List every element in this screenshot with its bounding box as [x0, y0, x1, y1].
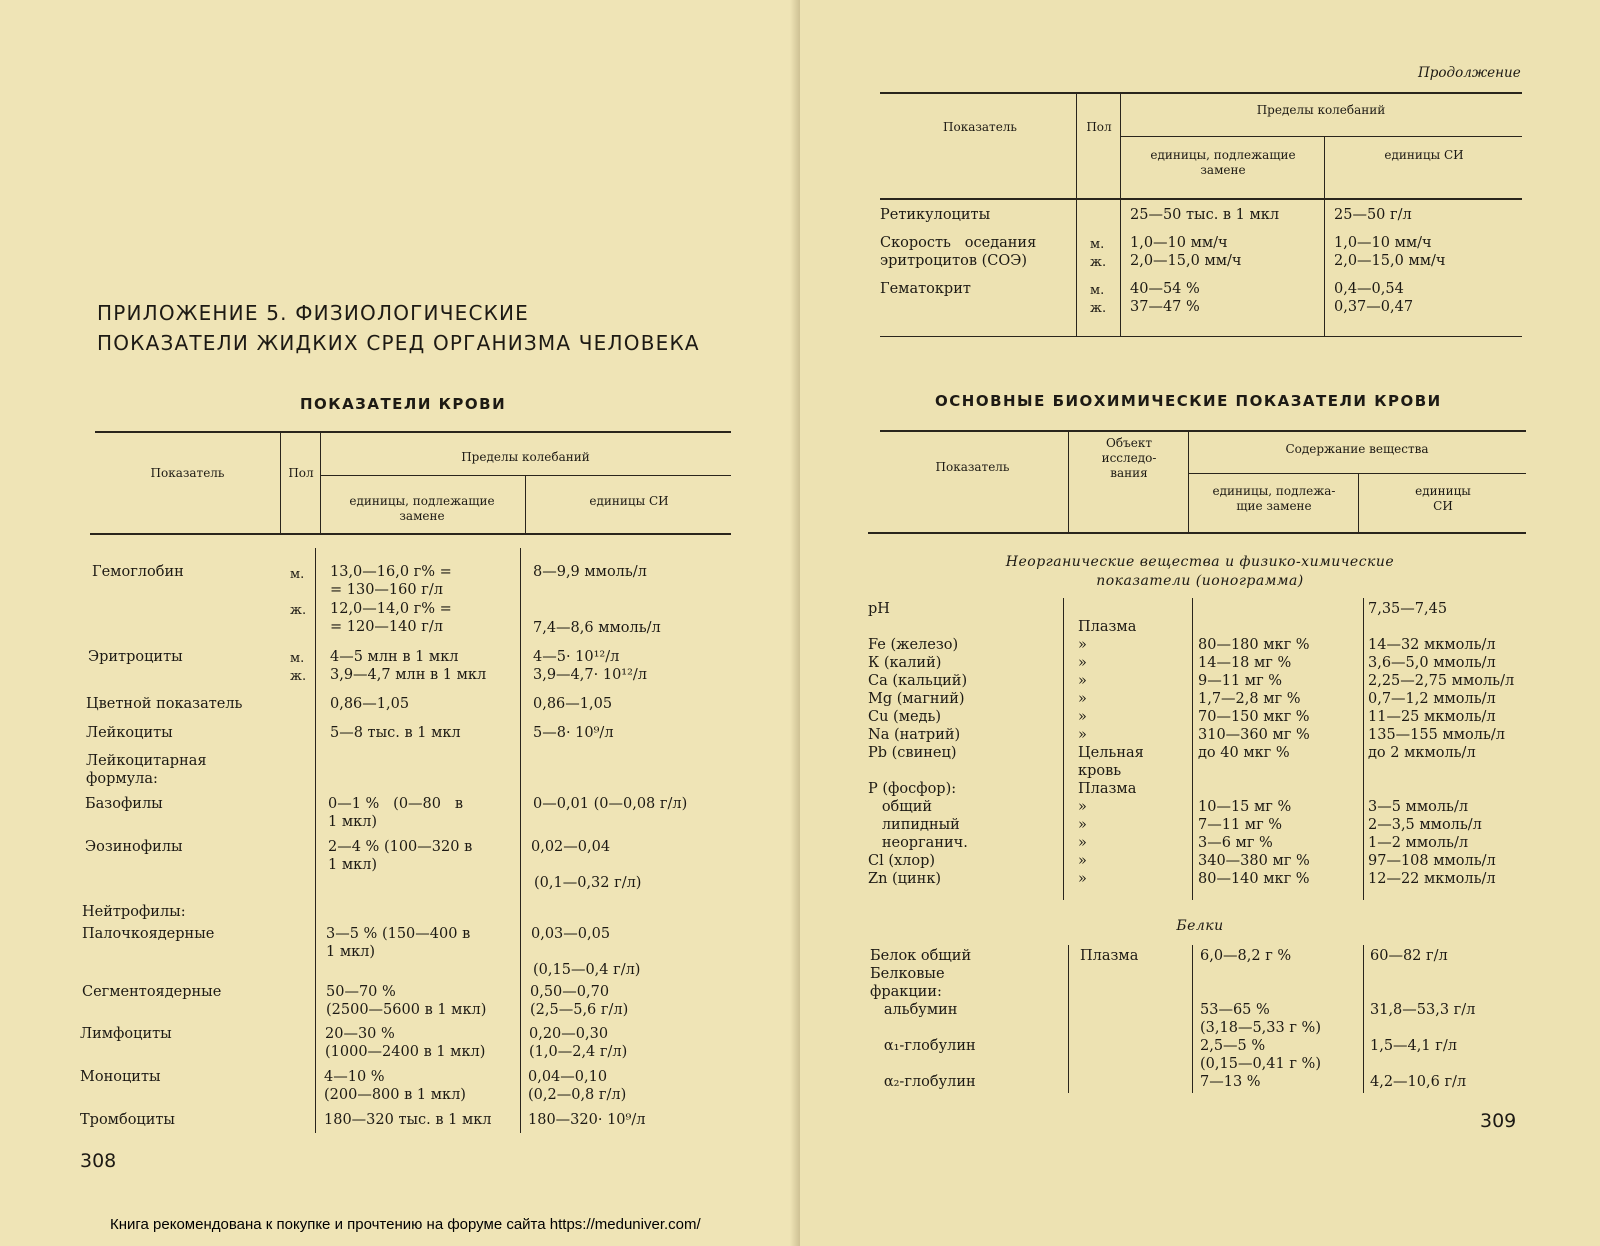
lymphocytes-old: 20—30 % (1000—2400 в 1 мкл): [325, 1026, 486, 1060]
continuation-label: Продолжение: [1418, 65, 1521, 81]
appendix-title-line2: ПОКАЗАТЕЛИ ЖИДКИХ СРЕД ОРГАНИЗМА ЧЕЛОВЕКА: [97, 331, 700, 355]
appendix-title-line1: ПРИЛОЖЕНИЕ 5. ФИЗИОЛОГИЧЕСКИЕ: [97, 301, 530, 325]
bio-header-indicator: Показатель: [935, 460, 1010, 474]
color-index-si: 0,86—1,05: [533, 696, 613, 712]
hematocrit-old: 40—54 % 37—47 %: [1130, 281, 1200, 315]
row-name-reticulocytes: Ретикулоциты: [880, 207, 991, 223]
row-name-platelets: Тромбоциты: [80, 1112, 175, 1128]
eosinophils-si: 0,02—0,04: [531, 839, 611, 855]
hemoglobin-old-f: 12,0—14,0 г% = = 120—140 г/л: [330, 601, 452, 635]
inorganic-old: 80—180 мкг % 14—18 мг % 9—11 мг % 1,7—2,8 мг % 70—150 мкг % 310—360 мг % до 40 мкг % 10—15 мг % 7—11 мг % 3—6 мг % 340—380 мг % 80—140 мкг %: [1198, 637, 1310, 887]
header-si-units: единицы СИ: [589, 494, 669, 508]
segmented-old: 50—70 % (2500—5600 в 1 мкл): [326, 984, 487, 1018]
band-si: 0,03—0,05: [531, 926, 611, 942]
platelets-old: 180—320 тыс. в 1 мкл: [324, 1112, 492, 1128]
esr-sex: м. ж.: [1090, 237, 1107, 270]
inorganic-si: 7,35—7,45 14—32 мкмоль/л 3,6—5,0 ммоль/л 2,25—2,75 ммоль/л 0,7—1,2 ммоль/л 11—25 мкмоль/л 135—155 ммоль/л до 2 мкмоль/л 3—5 ммоль/л 2—3,5 ммоль/л 1—2 ммоль/л 97—108 ммоль/л 12—22 мкмоль/л: [1368, 601, 1515, 887]
right-page: [800, 0, 1600, 1246]
esr-si: 1,0—10 мм/ч 2,0—15,0 мм/ч: [1334, 235, 1446, 269]
band-old: 3—5 % (150—400 в 1 мкл): [326, 926, 471, 960]
protein-object: Плазма: [1080, 948, 1139, 964]
row-name-monocytes: Моноциты: [80, 1069, 161, 1085]
header-old-units: единицы, подлежащие замене: [349, 494, 495, 523]
leukocytes-si: 5—8· 10⁹/л: [533, 725, 614, 741]
bio-header-si-units: единицы СИ: [1415, 484, 1471, 513]
esr-old: 1,0—10 мм/ч 2,0—15,0 мм/ч: [1130, 235, 1242, 269]
row-name-hemoglobin: Гемоглобин: [92, 564, 184, 580]
erythrocytes-old: 4—5 млн в 1 мкл 3,9—4,7 млн в 1 мкл: [330, 649, 487, 683]
bio-header-old-units: единицы, подлежа- щие замене: [1212, 484, 1336, 513]
bio-header-content: Содержание вещества: [1285, 442, 1429, 456]
row-name-hematocrit: Гематокрит: [880, 281, 971, 297]
row-name-basophils: Базофилы: [85, 796, 163, 812]
row-name-segmented: Сегментоядерные: [82, 984, 222, 1000]
reticulocytes-old: 25—50 тыс. в 1 мкл: [1130, 207, 1280, 223]
row-name-band: Палочкоядерные: [82, 926, 215, 942]
top-header-old-units: единицы, подлежащие замене: [1150, 148, 1296, 177]
row-name-leukocytes: Лейкоциты: [86, 725, 173, 741]
row-name-esr: Скорость оседания эритроцитов (СОЭ): [880, 235, 1037, 269]
header-indicator: Показатель: [150, 466, 225, 480]
header-range: Пределы колебаний: [461, 450, 590, 464]
monocytes-si: 0,04—0,10 (0,2—0,8 г/л): [528, 1069, 627, 1103]
page-number-left: 308: [80, 1150, 117, 1172]
erythrocytes-si: 4—5· 10¹²/л 3,9—4,7· 10¹²/л: [533, 649, 648, 683]
hemoglobin-si-m: 8—9,9 ммоль/л: [533, 564, 647, 580]
top-header-range: Пределы колебаний: [1256, 103, 1386, 117]
protein-names: Белок общий Белковые фракции: альбумин α₁-глобулин α₂-глобулин: [870, 948, 976, 1090]
eosinophils-si-2: (0,1—0,32 г/л): [534, 875, 642, 891]
section-inorganic: Неорганические вещества и физико-химические показатели (ионограмма): [1005, 554, 1395, 589]
basophils-old: 0—1 % (0—80 в 1 мкл): [328, 796, 463, 830]
basophils-si: 0—0,01 (0—0,08 г/л): [533, 796, 688, 812]
erythrocytes-sex: м. ж.: [290, 651, 307, 684]
section-proteins: Белки: [1176, 918, 1224, 934]
reticulocytes-si: 25—50 г/л: [1334, 207, 1412, 223]
row-name-erythrocytes: Эритроциты: [88, 649, 183, 665]
row-name-color-index: Цветной показатель: [86, 696, 243, 712]
platelets-si: 180—320· 10⁹/л: [528, 1112, 646, 1128]
header-sex: Пол: [288, 466, 314, 480]
band-si-2: (0,15—0,4 г/л): [533, 962, 641, 978]
row-name-lymphocytes: Лимфоциты: [80, 1026, 172, 1042]
hematocrit-si: 0,4—0,54 0,37—0,47: [1334, 281, 1414, 315]
inorganic-objects: Плазма » » » » » » Цельная кровь Плазма » » » » »: [1078, 619, 1144, 887]
segmented-si: 0,50—0,70 (2,5—5,6 г/л): [530, 984, 629, 1018]
inorganic-names: pH Fe (железо) К (калий) Ca (кальций) Mg (магний) Cu (медь) Na (натрий) Pb (свинец) Р (фосфор): общий липидный неорганич. Cl (хлор) Zn (цинк): [868, 601, 968, 887]
top-header-sex: Пол: [1086, 120, 1112, 134]
lymphocytes-si: 0,20—0,30 (1,0—2,4 г/л): [529, 1026, 628, 1060]
row-name-leuko-formula: Лейкоцитарная формула:: [86, 753, 207, 787]
leukocytes-old: 5—8 тыс. в 1 мкл: [330, 725, 461, 741]
footer-link-text[interactable]: Книга рекомендована к покупке и прочтению на форуме сайта https://meduniver.com/: [110, 1216, 701, 1233]
hemoglobin-old-m: 13,0—16,0 г% = = 130—160 г/л: [330, 564, 452, 598]
hemoglobin-sex-f: ж.: [290, 603, 307, 618]
protein-old: 6,0—8,2 г % 53—65 % (3,18—5,33 г %) 2,5—5 % (0,15—0,41 г %) 7—13 %: [1200, 948, 1321, 1090]
eosinophils-old: 2—4 % (100—320 в 1 мкл): [328, 839, 473, 873]
page-number-right: 309: [1480, 1110, 1517, 1132]
hemoglobin-sex-m: м.: [290, 567, 305, 582]
row-name-neutrophils: Нейтрофилы:: [82, 904, 186, 920]
row-name-eosinophils: Эозинофилы: [85, 839, 183, 855]
hematocrit-sex: м. ж.: [1090, 283, 1107, 316]
bio-header-object: Объект исследо- вания: [1101, 436, 1157, 480]
color-index-old: 0,86—1,05: [330, 696, 410, 712]
monocytes-old: 4—10 % (200—800 в 1 мкл): [324, 1069, 466, 1103]
biochem-subtitle: ОСНОВНЫЕ БИОХИМИЧЕСКИЕ ПОКАЗАТЕЛИ КРОВИ: [935, 392, 1442, 410]
protein-si: 60—82 г/л 31,8—53,3 г/л 1,5—4,1 г/л 4,2—10,6 г/л: [1370, 948, 1476, 1090]
top-header-indicator: Показатель: [943, 120, 1017, 134]
top-header-si-units: единицы СИ: [1384, 148, 1464, 162]
blood-indicators-subtitle: ПОКАЗАТЕЛИ КРОВИ: [300, 395, 507, 413]
hemoglobin-si-f: 7,4—8,6 ммоль/л: [533, 620, 661, 636]
